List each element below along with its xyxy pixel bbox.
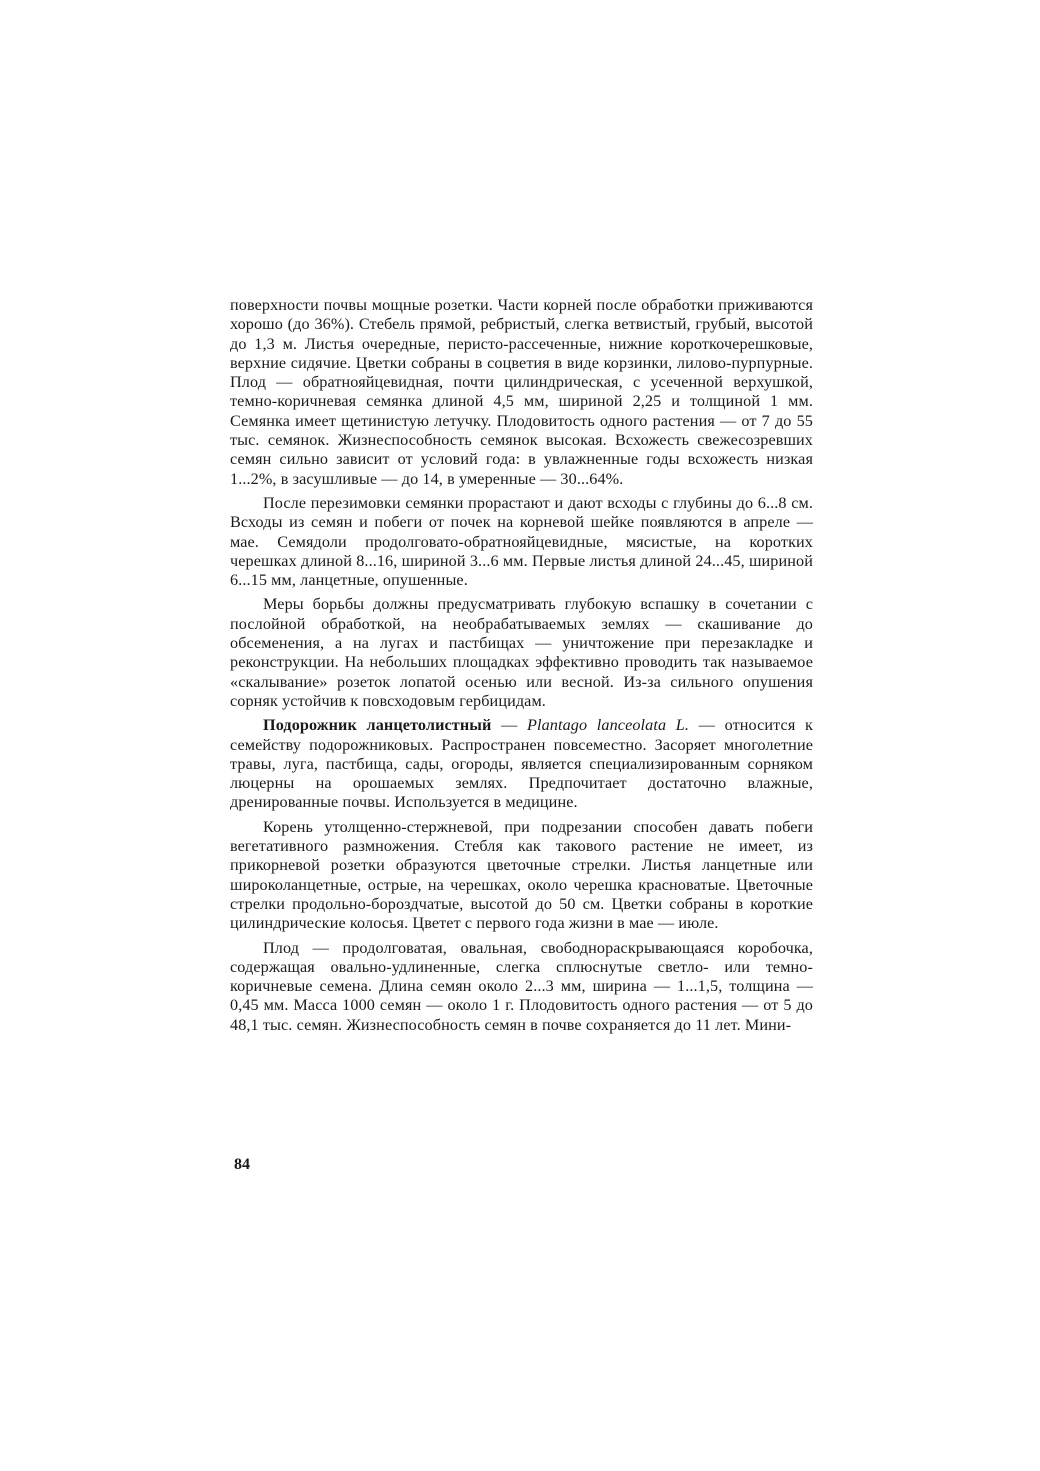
paragraph-5: Корень утолщенно-стержневой, при подрезании способен давать побеги вегетативного размножения. Стебля как такового растение не имеет, из прикорневой розетки образуются цветочные стрелки. Листья ланцетные или широколанцетные, острые, на черешках, около черешка красноватые. Цветочные стрелки продольно-бороздчатые, высотой до 50 см. Цветки собраны в короткие цилиндрические колосья. Цветет с первого года жизни в мае — июле. (230, 817, 813, 933)
paragraph-4-text: — относится к семейству подорожниковых. Распространен повсеместно. Засоряет многолетние травы, луга, пастбища, сады, огороды, является специализированным сорняком люцерны на орошаемых землях. Предпочитает достаточно влажные, дренированные почвы. Используется в медицине. (230, 716, 813, 812)
text-column (230, 296, 813, 1035)
species-name: Подорожник ланцетолистный (263, 716, 492, 735)
paragraph-1: поверхности почвы мощные розетки. Части корней после обработки приживаются хорошо (до 36%). Стебель прямой, ребристый, слегка ветвистый, грубый, высотой до 1,3 м. Листья очередные, перисто-рассеченные, нижние короткочерешковые, верхние сидячие. Цветки собраны в соцветия в виде корзинки, лилово-пурпурные. Плод — обратнояйцевидная, почти цилиндрическая, с усеченной верхушкой, темно-коричневая семянка длиной 4,5 мм, шириной 2,25 и толщиной 1 мм. Семянка имеет щетинистую летучку. Плодовитость одного растения — от 7 до 55 тыс. семянок. Жизнеспособность семянок высокая. Всхожесть свежесозревших семян сильно зависит от условий года: в увлажненные годы всхожесть низкая 1...2%, в засушливые — до 14, в умеренные — 30...64%. (230, 296, 813, 488)
paragraph-2: После перезимовки семянки прорастают и дают всходы с глубины до 6...8 см. Всходы из семян и побеги от почек на корневой шейке появляются в апреле — мае. Семядоли продолговато-обратнояйцевидные, мясистые, на коротких черешках длиной 8...16, шириной 3...6 мм. Первые листья длиной 24...45, шириной 6...15 мм, ланцетные, опушенные. (230, 493, 813, 590)
species-dash: — (491, 716, 528, 735)
page-number: 84 (234, 1156, 250, 1173)
paragraph-4 (230, 716, 813, 812)
paragraph-3: Меры борьбы должны предусматривать глубокую вспашку в сочетании с послойной обработкой, на необрабатываемых землях — скашивание до обсеменения, а на лугах и пастбищах — уничтожение при перезакладке и реконструкции. На небольших площадках эффективно проводить так называемое «скалывание» розеток лопатой осенью или весной. Из-за сильного опушения сорняк устойчив к повсходовым гербицидам. (230, 595, 813, 710)
latin-name: Plantago lanceolata L. (527, 716, 690, 735)
paragraph-6: Плод — продолговатая, овальная, свободнораскрывающаяся коробочка, содержащая овально-удлиненные, слегка сплюснутые светло- или темно-коричневые семена. Длина семян около 2...3 мм, ширина — 1...1,5, толщина — 0,45 мм. Масса 1000 семян — около 1 г. Плодовитость одного растения — от 5 до 48,1 тыс. семян. Жизнеспособность семян в почве сохраняется до 11 лет. Мини- (230, 938, 813, 1034)
